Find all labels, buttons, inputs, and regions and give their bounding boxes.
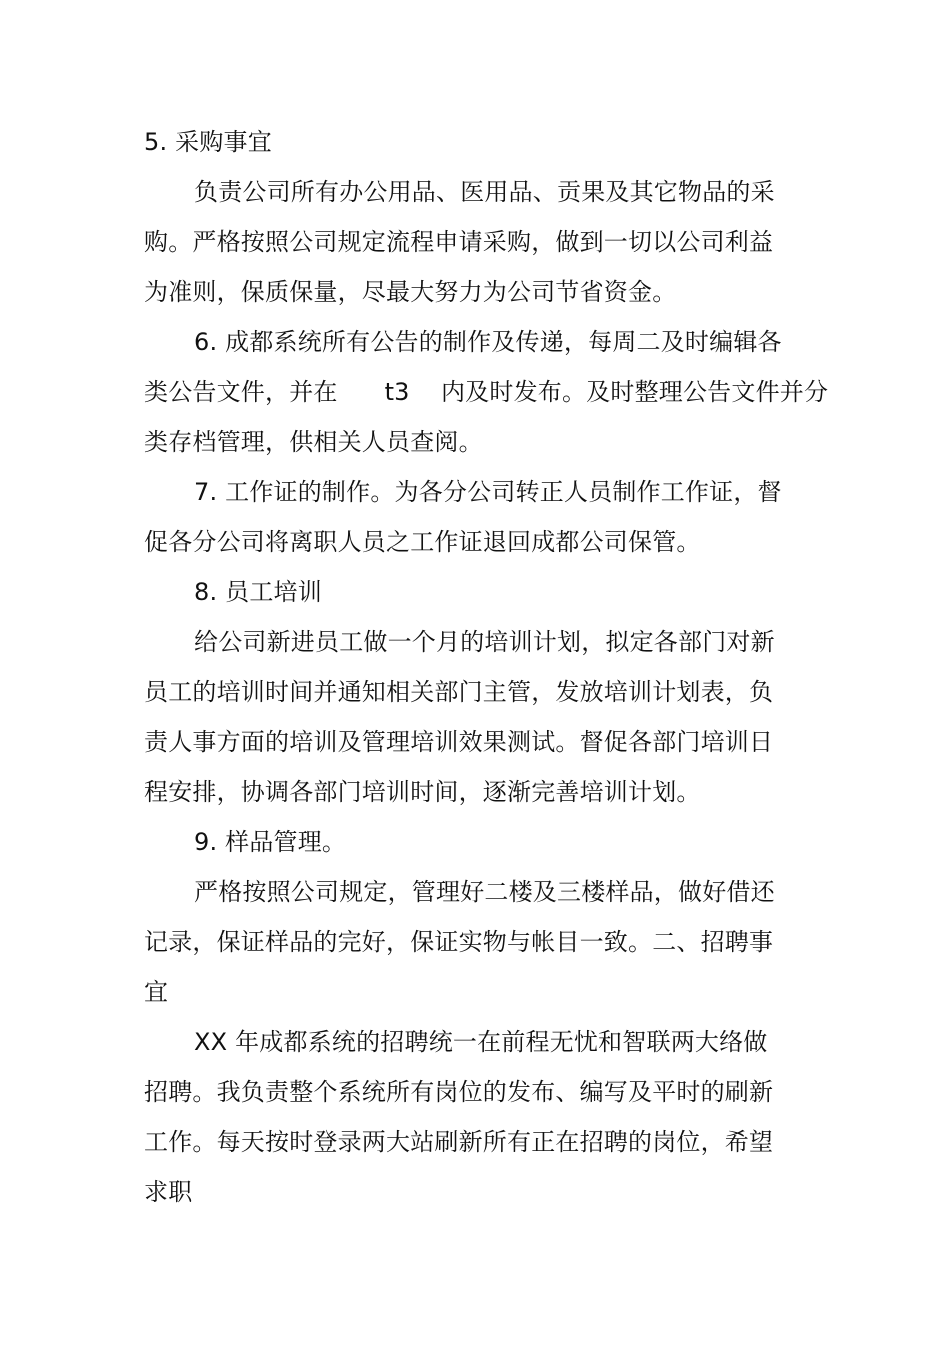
paragraph-line: 负责公司所有办公用品、医用品、贡果及其它物品的采	[194, 178, 775, 206]
paragraph-line: 程安排，协调各部门培训时间，逐渐完善培训计划。	[144, 778, 701, 806]
paragraph-line: 责人事方面的培训及管理培训效果测试。督促各部门培训日	[144, 728, 774, 756]
paragraph-line: 购。严格按照公司规定流程申请采购，做到一切以公司利益	[144, 228, 774, 256]
paragraph-line: 员工的培训时间并通知相关部门主管，发放培训计划表，负	[144, 678, 774, 706]
paragraph-line: 严格按照公司规定，管理好二楼及三楼样品，做好借还	[194, 878, 775, 906]
paragraph-line: 7. 工作证的制作。为各分公司转正人员制作工作证，督	[194, 478, 782, 506]
paragraph-line: 工作。每天按时登录两大站刷新所有正在招聘的岗位，希望	[144, 1128, 774, 1156]
section-heading-samples: 9. 样品管理。	[194, 828, 347, 856]
paragraph-line: 宜	[144, 978, 169, 1006]
paragraph-line: XX 年成都系统的招聘统一在前程无忧和智联两大络做	[194, 1028, 768, 1056]
paragraph-line: 招聘。我负责整个系统所有岗位的发布、编写及平时的刷新	[144, 1078, 774, 1106]
paragraph-line: 求职	[144, 1178, 193, 1206]
section-heading-training: 8. 员工培训	[194, 578, 322, 606]
paragraph-line: 给公司新进员工做一个月的培训计划，拟定各部门对新	[194, 628, 775, 656]
paragraph-line: 类公告文件，并在 t3 内及时发布。及时整理公告文件并分	[144, 378, 829, 406]
paragraph-line: 6. 成都系统所有公告的制作及传递，每周二及时编辑各	[194, 328, 782, 356]
paragraph-line: 促各分公司将离职人员之工作证退回成都公司保管。	[144, 528, 701, 556]
paragraph-line: 记录，保证样品的完好，保证实物与帐目一致。二、招聘事	[144, 928, 774, 956]
paragraph-line: 类存档管理，供相关人员查阅。	[144, 428, 483, 456]
section-heading-purchasing: 5. 采购事宜	[144, 128, 272, 156]
paragraph-line: 为准则，保质保量，尽最大努力为公司节省资金。	[144, 278, 677, 306]
